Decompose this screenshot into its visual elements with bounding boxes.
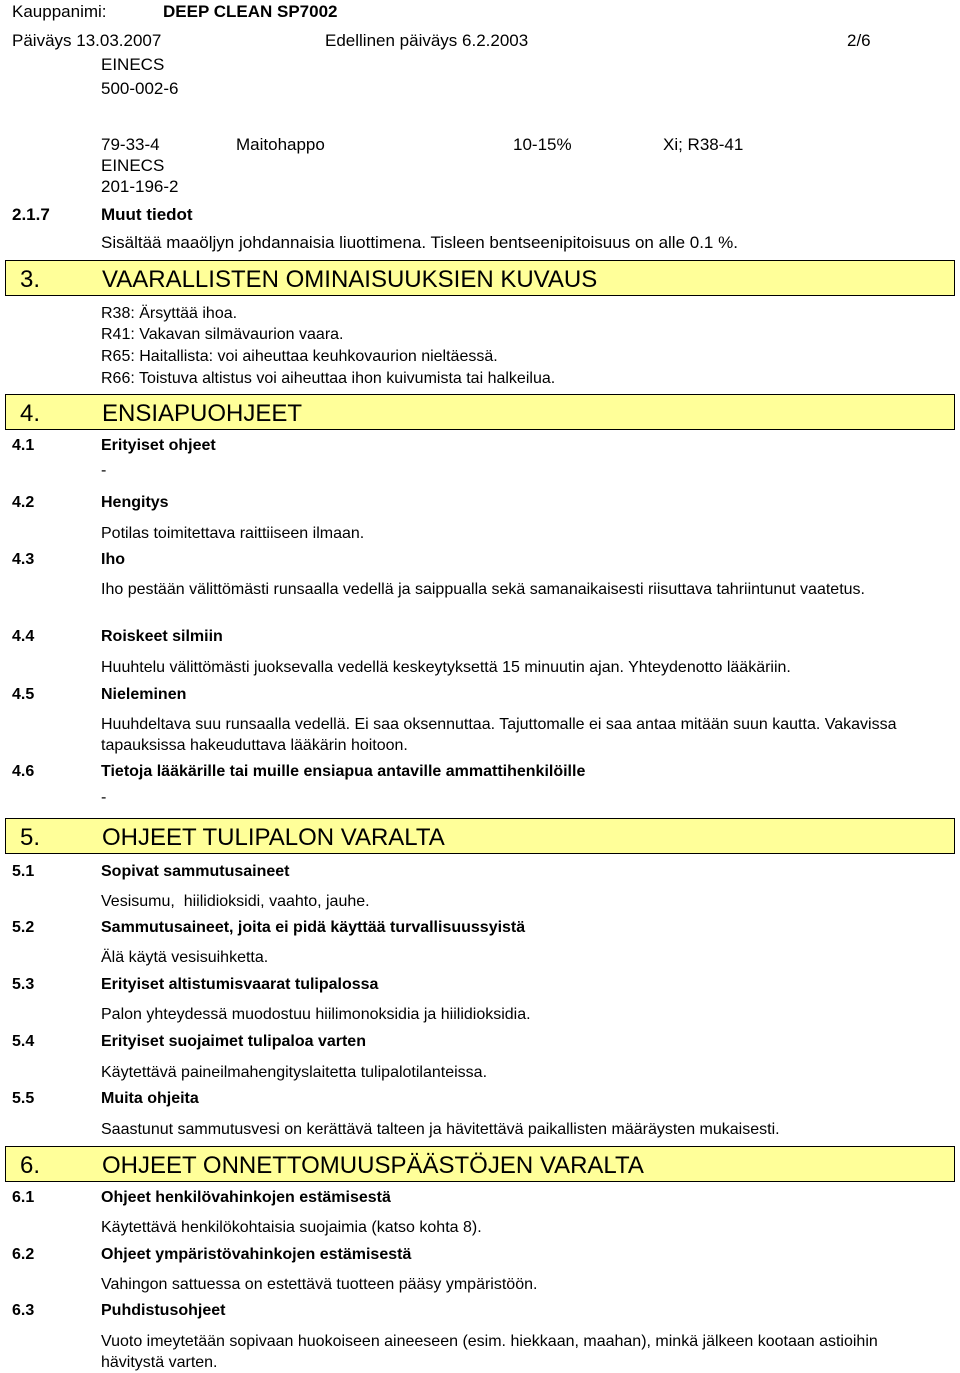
section-number: 5. [20,824,41,851]
subsection-number: 4.5 [12,686,35,703]
subsection-number: 4.3 [12,551,35,568]
risk-phrase-r65: R65: Haitallista: voi aiheuttaa keuhkovaurion nieltäessä. [101,348,498,365]
subsection-text: Käytettävä paineilmahengityslaitetta tulipalotilanteissa. [101,1064,488,1081]
section-number: 3. [20,266,41,293]
subsection-title: Erityiset altistumisvaarat tulipalossa [101,976,379,993]
previous-date-label: Edellinen päiväys 6.2.2003 [325,31,529,50]
subsection-text: Saastunut sammutusvesi on kerättävä talteen ja hävitettävä paikallisten määräysten mukaisesti. [101,1121,780,1138]
section-3-header [5,260,955,296]
page-number: 2/6 [847,31,871,50]
subsection-text: - [101,462,107,479]
subsection-number: 6.3 [12,1302,35,1319]
subsection-text: Iho pestään välittömästi runsaalla vedellä ja saippualla sekä samanaikaisesti riisuttava tahriintunut vaatetus. [101,581,865,598]
component-einecs-number: 201-196-2 [101,177,179,196]
subsection-number: 2.1.7 [12,205,50,224]
subsection-title: Muita ohjeita [101,1090,199,1107]
component-concentration: 10-15% [513,135,572,154]
risk-phrase-r38: R38: Ärsyttää ihoa. [101,305,238,322]
section-title: OHJEET ONNETTOMUUSPÄÄSTÖJEN VARALTA [102,1152,644,1179]
component-einecs-label: EINECS [101,156,165,175]
subsection-title: Ohjeet ympäristövahinkojen estämisestä [101,1246,412,1263]
section-4-header [5,394,955,430]
subsection-title: Iho [101,551,125,568]
subsection-title: Erityiset suojaimet tulipaloa varten [101,1033,366,1050]
component-classification: Xi; R38-41 [663,135,744,154]
subsection-number: 5.1 [12,863,35,880]
subsection-text: Potilas toimitettava raittiiseen ilmaan. [101,525,365,542]
subsection-number: 4.1 [12,437,35,454]
subsection-number: 6.2 [12,1246,35,1263]
subsection-text: - [101,789,107,806]
subsection-title: Roiskeet silmiin [101,628,223,645]
subsection-title: Muut tiedot [101,205,193,224]
subsection-number: 4.4 [12,628,35,645]
subsection-text: Älä käytä vesisuihketta. [101,949,269,966]
subsection-text: Vahingon sattuessa on estettävä tuotteen pääsy ympäristöön. [101,1276,538,1293]
subsection-title: Nieleminen [101,686,187,703]
einecs-label-top: EINECS [101,55,165,74]
subsection-text: Sisältää maaöljyn johdannaisia liuottimena. Tisleen bentseenipitoisuus on alle 0.1 %. [101,233,738,252]
subsection-title: Hengitys [101,494,169,511]
subsection-text: Käytettävä henkilökohtaisia suojaimia (katso kohta 8). [101,1219,482,1236]
subsection-text: Vuoto imeytetään sopivaan huokoiseen aineeseen (esim. hiekkaan, maahan), minkä jälkeen kootaan astioihin hävitystä varten. [101,1333,878,1371]
section-5-header [5,818,955,854]
section-title: ENSIAPUOHJEET [102,400,303,427]
einecs-number-top: 500-002-6 [101,79,179,98]
subsection-number: 5.3 [12,976,35,993]
subsection-text: Vesisumu, hiilidioksidi, vaahto, jauhe. [101,893,370,910]
risk-phrase-r41: R41: Vakavan silmävaurion vaara. [101,326,344,343]
subsection-title: Ohjeet henkilövahinkojen estämisestä [101,1189,391,1206]
subsection-number: 4.2 [12,494,35,511]
section-number: 4. [20,400,41,427]
subsection-text: Huuhtelu välittömästi juoksevalla vedellä keskeytyksettä 15 minuutin ajan. Yhteydenotto lääkäriin. [101,659,791,676]
product-name: DEEP CLEAN SP7002 [163,2,338,21]
component-cas: 79-33-4 [101,135,160,154]
subsection-number: 5.2 [12,919,35,936]
product-label: Kauppanimi: [12,2,107,21]
subsection-title: Erityiset ohjeet [101,437,216,454]
section-number: 6. [20,1152,41,1179]
subsection-title: Tietoja lääkärille tai muille ensiapua antaville ammattihenkilöille [101,763,586,780]
subsection-number: 4.6 [12,763,35,780]
section-title: VAARALLISTEN OMINAISUUKSIEN KUVAUS [102,266,598,293]
subsection-title: Puhdistusohjeet [101,1302,226,1319]
subsection-title: Sammutusaineet, joita ei pidä käyttää turvallisuussyistä [101,919,526,936]
subsection-title: Sopivat sammutusaineet [101,863,290,880]
risk-phrase-r66: R66: Toistuva altistus voi aiheuttaa ihon kuivumista tai halkeilua. [101,370,556,387]
component-name: Maitohappo [236,135,325,154]
subsection-number: 5.4 [12,1033,35,1050]
subsection-text: Huuhdeltava suu runsaalla vedellä. Ei saa oksennuttaa. Tajuttomalle ei saa antaa mitään suun kautta. Vakavissa tapauksissa hakeuduttava lääkärin hoitoon. [101,716,897,754]
section-title: OHJEET TULIPALON VARALTA [102,824,445,851]
subsection-number: 5.5 [12,1090,35,1107]
section-6-header [5,1146,955,1182]
subsection-text: Palon yhteydessä muodostuu hiilimonoksidia ja hiilidioksidia. [101,1006,531,1023]
date-label: Päiväys 13.03.2007 [12,31,162,50]
subsection-number: 6.1 [12,1189,35,1206]
